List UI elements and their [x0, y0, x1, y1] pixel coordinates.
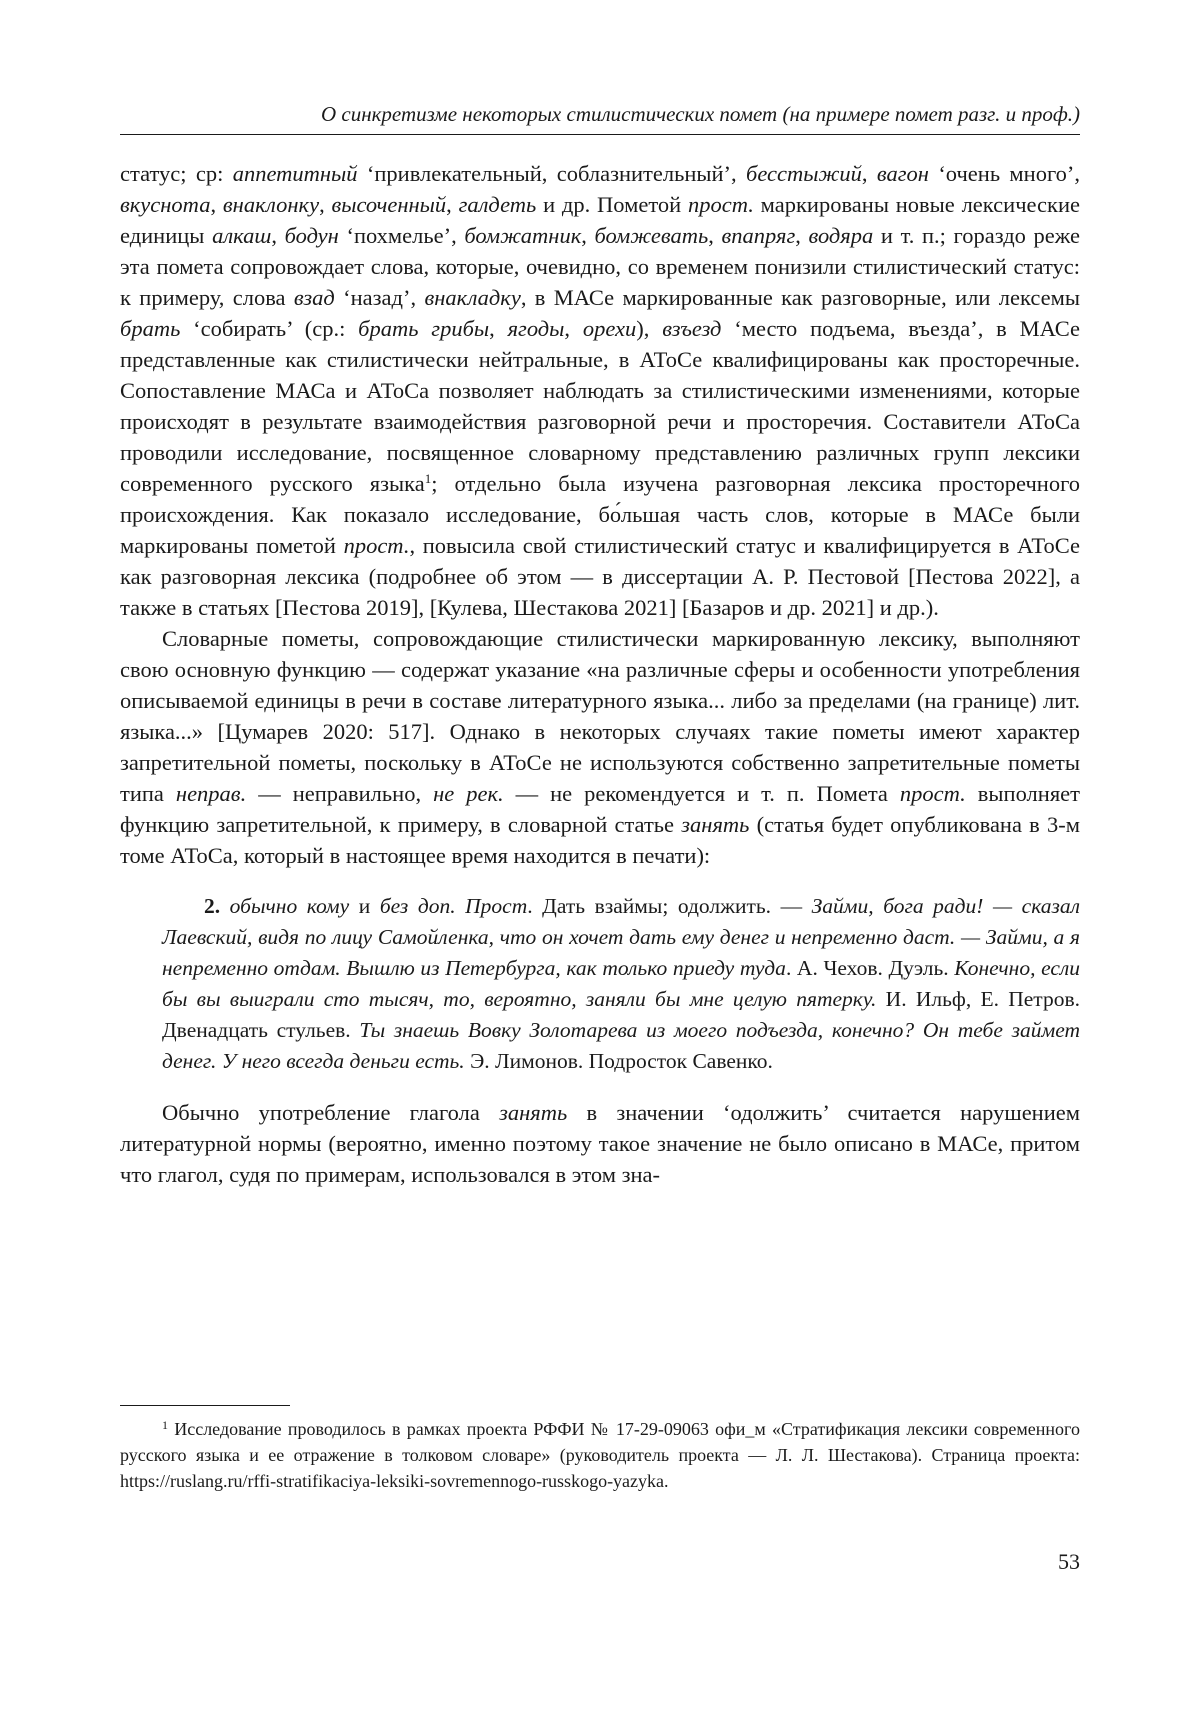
- citation-source: . А. Чехов. Дуэль.: [785, 956, 955, 980]
- header-rule: [120, 134, 1080, 135]
- text-run: ‘похмелье’,: [338, 223, 465, 248]
- footnote-text: Исследование проводилось в рамках проекта РФФИ № 17-29-09063 офи_м «Стратификация лексики современного русского языка и ее отражение в толковом словаре» (руководитель проекта — Л. Л. Шестакова). Страница проекта: https://ruslang.ru/rffi-stratifikaciya-leksiki-sovremennogo-russkogo-yazyka.: [120, 1419, 1080, 1491]
- text-run: ‘назад’,: [334, 285, 425, 310]
- example-word: впапряг: [721, 223, 796, 248]
- text-run: ,: [446, 192, 459, 217]
- text-run: ‘привлекательный, соблазнительный’,: [357, 161, 747, 186]
- text-run: (статья будет опубликована в 3-м томе АТоСа, который в настоящее время находится в печати):: [120, 812, 1080, 868]
- entry-sense-number: 2.: [204, 894, 221, 918]
- paragraph-3: [120, 1097, 1080, 1190]
- text-run: ,: [210, 192, 223, 217]
- main-text: [120, 158, 1080, 1190]
- text-run: Словарные пометы, сопровождающие стилистически маркированную лексику, выполняют свою основную функцию — содержат указание «на различные сферы и особенности употребления описываемой единицы в речи в составе литературного языка... либо за пределами (на границе) лит. языка...» [Цумарев 2020: 517]. Однако в некоторых случаях такие пометы имеют характер запретительной пометы, поскольку в АТоСе не используются собственно запретительные пометы типа: [120, 626, 1080, 806]
- example-word: взъезд: [662, 316, 722, 341]
- text-run: ,: [271, 223, 285, 248]
- text-run: ,: [708, 223, 722, 248]
- example-word: не рек.: [433, 781, 504, 806]
- example-word: высоченный: [331, 192, 447, 217]
- text-run: ,: [319, 192, 332, 217]
- example-word: вагон: [876, 161, 929, 186]
- text-run: ‘очень много’,: [928, 161, 1080, 186]
- text-run: в значении ‘одолжить’ считается нарушением литературной нормы (вероятно, именно поэтому такое значение не было описано в МАСе, притом что глагол, судя по примерам, использовался в этом зна-: [120, 1100, 1080, 1187]
- example-word: алкаш: [212, 223, 272, 248]
- text-run: Обычно употребление глагола: [162, 1100, 500, 1125]
- text-run: и т. п.; гораздо реже эта помета сопровождает слова, которые, очевидно, со временем понизили стилистический статус: к примеру, слова: [120, 223, 1080, 310]
- example-word: прост.: [899, 781, 966, 806]
- text-run: и др. Пометой: [536, 192, 688, 217]
- example-word: брать грибы: [358, 316, 490, 341]
- paragraph-2: [120, 623, 1080, 871]
- text-run: — не рекомендуется и т. п. Помета: [503, 781, 900, 806]
- grammar-note: без доп. Прост: [379, 894, 528, 918]
- footnote-reference[interactable]: 1: [424, 471, 432, 486]
- page-number: 53: [1058, 1549, 1080, 1574]
- text-run: ,: [564, 316, 583, 341]
- footnote-number: 1: [162, 1418, 168, 1432]
- citation-text: Ты знаешь Вовку Золотарева из моего подъезда, конечно? Он тебе займет денег. У него всегда деньги есть.: [162, 1018, 1081, 1073]
- example-word: вкуснота: [120, 192, 211, 217]
- text-run: ,: [489, 316, 508, 341]
- text-run: ‘собирать’ (ср.:: [180, 316, 359, 341]
- footnote-rule: [120, 1405, 290, 1406]
- example-word: занять: [681, 812, 750, 837]
- example-word: внакладку: [424, 285, 521, 310]
- text-run: маркированы новые лексические единицы: [120, 192, 1080, 248]
- grammar-note: обычно кому: [220, 894, 350, 918]
- example-word: внаклонку: [222, 192, 320, 217]
- dictionary-entry-quote: [162, 891, 1080, 1077]
- text-run: ),: [636, 316, 663, 341]
- citation-source: И. Ильф, Е. Петров. Двенадцать стульев.: [162, 987, 1080, 1042]
- example-word: ягоды: [507, 316, 565, 341]
- text-run: статус; ср:: [120, 161, 233, 186]
- text-run: ‘место подъема, въезда’, в МАСе представленные как стилистически нейтральные, в АТоСе квалифицированы как просторечные. Сопоставление МАСа и АТоСа позволяет наблюдать за стилистическими изменениями, которые происходят в результате взаимодействия разговорной речи и просторечия. Составители АТоСа проводили исследование, посвященное словарному представлению различных групп лексики современного русского языка: [120, 316, 1081, 496]
- example-word: бесстыжий: [746, 161, 862, 186]
- text-run: , в МАСе маркированные как разговорные, или лексемы: [520, 285, 1080, 310]
- text-run: ,: [581, 223, 595, 248]
- text-run: ,: [795, 223, 809, 248]
- example-word: бодун: [284, 223, 339, 248]
- document-page: [120, 0, 1080, 1710]
- example-word: бомжевать: [594, 223, 709, 248]
- footnote: [120, 1416, 1080, 1494]
- citation-source: Э. Лимонов. Подросток Савенко.: [464, 1049, 773, 1073]
- example-word: брать: [120, 316, 181, 341]
- example-word: бомжатник: [464, 223, 582, 248]
- example-word: неправ.: [175, 781, 247, 806]
- text-run: , повысила свой стилистический статус и квалифицируется в АТоСе как разговорная лексика (подробнее об этом — в диссертации А. Р. Пестовой [Пестова 2022], а также в статьях [Пестова 2019], [Кулева, Шестакова 2021] [Базаров и др. 2021] и др.).: [120, 533, 1080, 620]
- text-run: и: [349, 894, 380, 918]
- text-run: ; отдельно была изучена разговорная лексика просторечного происхождения. Как показало исследование, бо́льшая часть слов, которые в МАСе были маркированы пометой: [120, 471, 1080, 558]
- text-run: ,: [861, 161, 877, 186]
- example-word: прост.: [343, 533, 410, 558]
- example-word: водяра: [808, 223, 874, 248]
- example-word: взад: [293, 285, 335, 310]
- citation-text: Конечно, если бы вы выиграли сто тысяч, то, вероятно, заняли бы мне целую пятерку.: [162, 956, 1081, 1011]
- running-header: О синкретизме некоторых стилистических помет (на примере помет разг. и проф.): [320, 102, 1080, 126]
- paragraph-1: [120, 158, 1080, 623]
- citation-text: Займи, бога ради! — сказал Лаевский, видя по лицу Самойленка, что он хочет дать ему денег и непременно даст. — Займи, а я непременно отдам. Вышлю из Петербурга, как только приеду туда: [162, 894, 1081, 980]
- example-word: орехи: [582, 316, 637, 341]
- example-word: прост.: [687, 192, 754, 217]
- example-word: аппетитный: [232, 161, 358, 186]
- text-run: . Дать взаймы; одолжить. —: [527, 894, 812, 918]
- example-word: галдеть: [458, 192, 537, 217]
- example-word: занять: [499, 1100, 568, 1125]
- text-run: — неправильно,: [246, 781, 434, 806]
- text-run: выполняет функцию запретительной, к примеру, в словарной статье: [120, 781, 1080, 837]
